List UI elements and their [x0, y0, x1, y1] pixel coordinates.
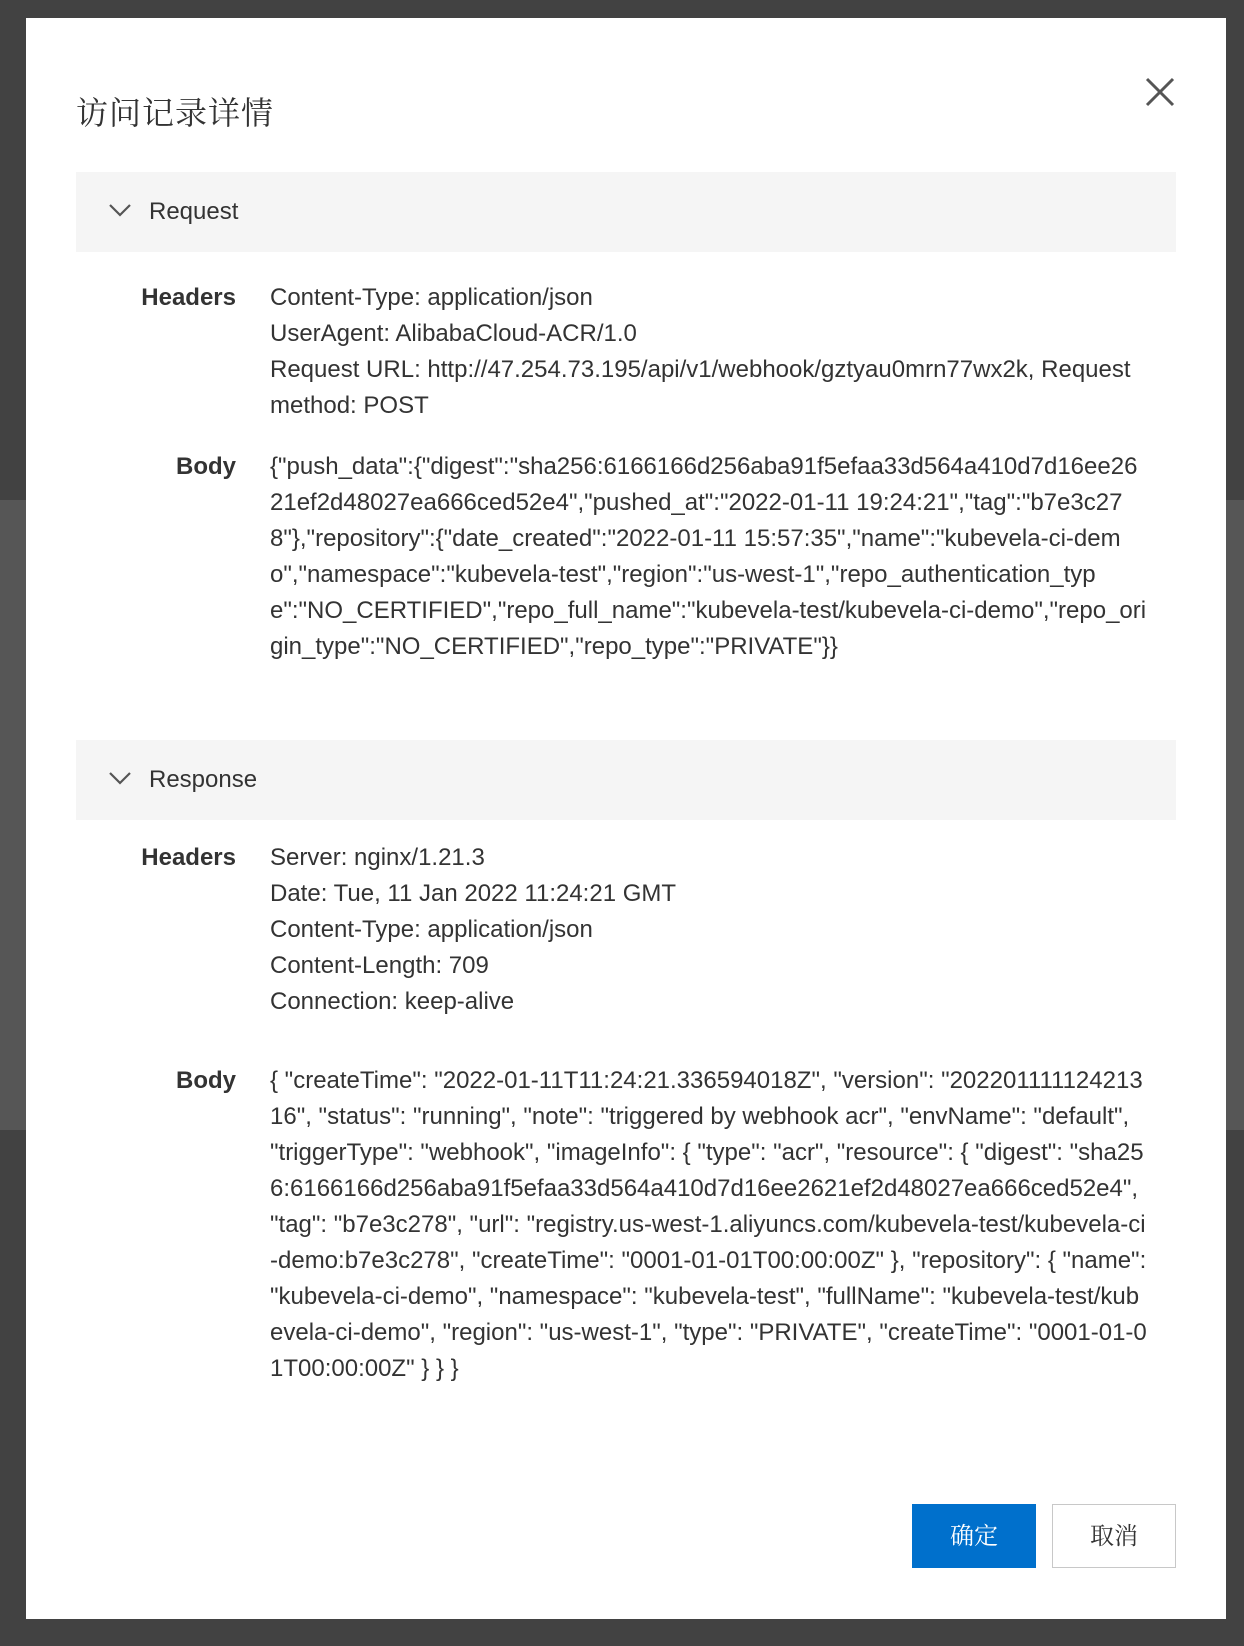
request-body-key: Body [176, 453, 236, 480]
response-section-header[interactable] [76, 740, 1176, 820]
cancel-button[interactable]: 取消 [1052, 1504, 1176, 1568]
request-header-line: Content-Type: application/json [270, 284, 593, 311]
request-header-line: Request URL: http://47.254.73.195/api/v1/webhook/gztyau0mrn77wx2k, Request method: POST [270, 356, 1131, 419]
close-button[interactable] [1142, 74, 1178, 110]
response-headers-key: Headers [141, 844, 236, 871]
chevron-down-icon [108, 766, 132, 790]
request-headers-key: Headers [141, 284, 236, 311]
response-body-key: Body [176, 1067, 236, 1094]
access-record-dialog [26, 18, 1226, 1619]
dialog-title: 访问记录详情 [76, 94, 275, 132]
request-body-value: {"push_data":{"digest":"sha256:6166166d256aba91f5efaa33d564a410d7d16ee2621ef2d48027ea666ced52e4","pushed_at":"2022-01-11 19:24:21","tag":"b7e3c278"},"repository":{"date_created":"2022-01-11 15:57:35","name":"kubevela-ci-demo","namespace":"kubevela-test","region":"us-west-1","repo_authentication_type":"NO_CERTIFIED","repo_full_name":"kubevela-test/kubevela-ci-demo","repo_origin_type":"NO_CERTIFIED","repo_type":"PRIVATE"}} [270, 453, 1147, 660]
response-header-line: Content-Length: 709 [270, 952, 489, 979]
confirm-button[interactable]: 确定 [912, 1504, 1036, 1568]
response-header-line: Server: nginx/1.21.3 [270, 844, 485, 871]
request-section-label: Request [149, 198, 239, 225]
response-header-line: Content-Type: application/json [270, 916, 593, 943]
request-headers-value [270, 280, 1150, 424]
response-body-value: { "createTime": "2022-01-11T11:24:21.336594018Z", "version": "20220111112421316", "status": "running", "note": "triggered by webhook acr", "envName": "default", "triggerType": "webhook", "imageInfo": { "type": "acr", "resource": { "digest": "sha256:6166166d256aba91f5efaa33d564a410d7d16ee2621ef2d48027ea666ced52e4", "tag": "b7e3c278", "url": "registry.us-west-1.aliyuncs.com/kubevela-test/kubevela-ci-demo:b7e3c278", "createTime": "0001-01-01T00:00:00Z" }, "repository": { "name": "kubevela-ci-demo", "namespace": "kubevela-test", "fullName": "kubevela-test/kubevela-ci-demo", "region": "us-west-1", "type": "PRIVATE", "createTime": "0001-01-01T00:00:00Z" } } } [270, 1067, 1147, 1382]
response-header-line: Connection: keep-alive [270, 988, 515, 1015]
response-headers-value [270, 840, 1150, 1020]
request-header-line: UserAgent: AlibabaCloud-ACR/1.0 [270, 320, 637, 347]
response-header-line: Date: Tue, 11 Jan 2022 11:24:21 GMT [270, 880, 677, 907]
chevron-down-icon [108, 198, 132, 222]
close-icon [1142, 74, 1178, 110]
response-section-label: Response [149, 766, 258, 793]
request-section-header[interactable] [76, 172, 1176, 252]
